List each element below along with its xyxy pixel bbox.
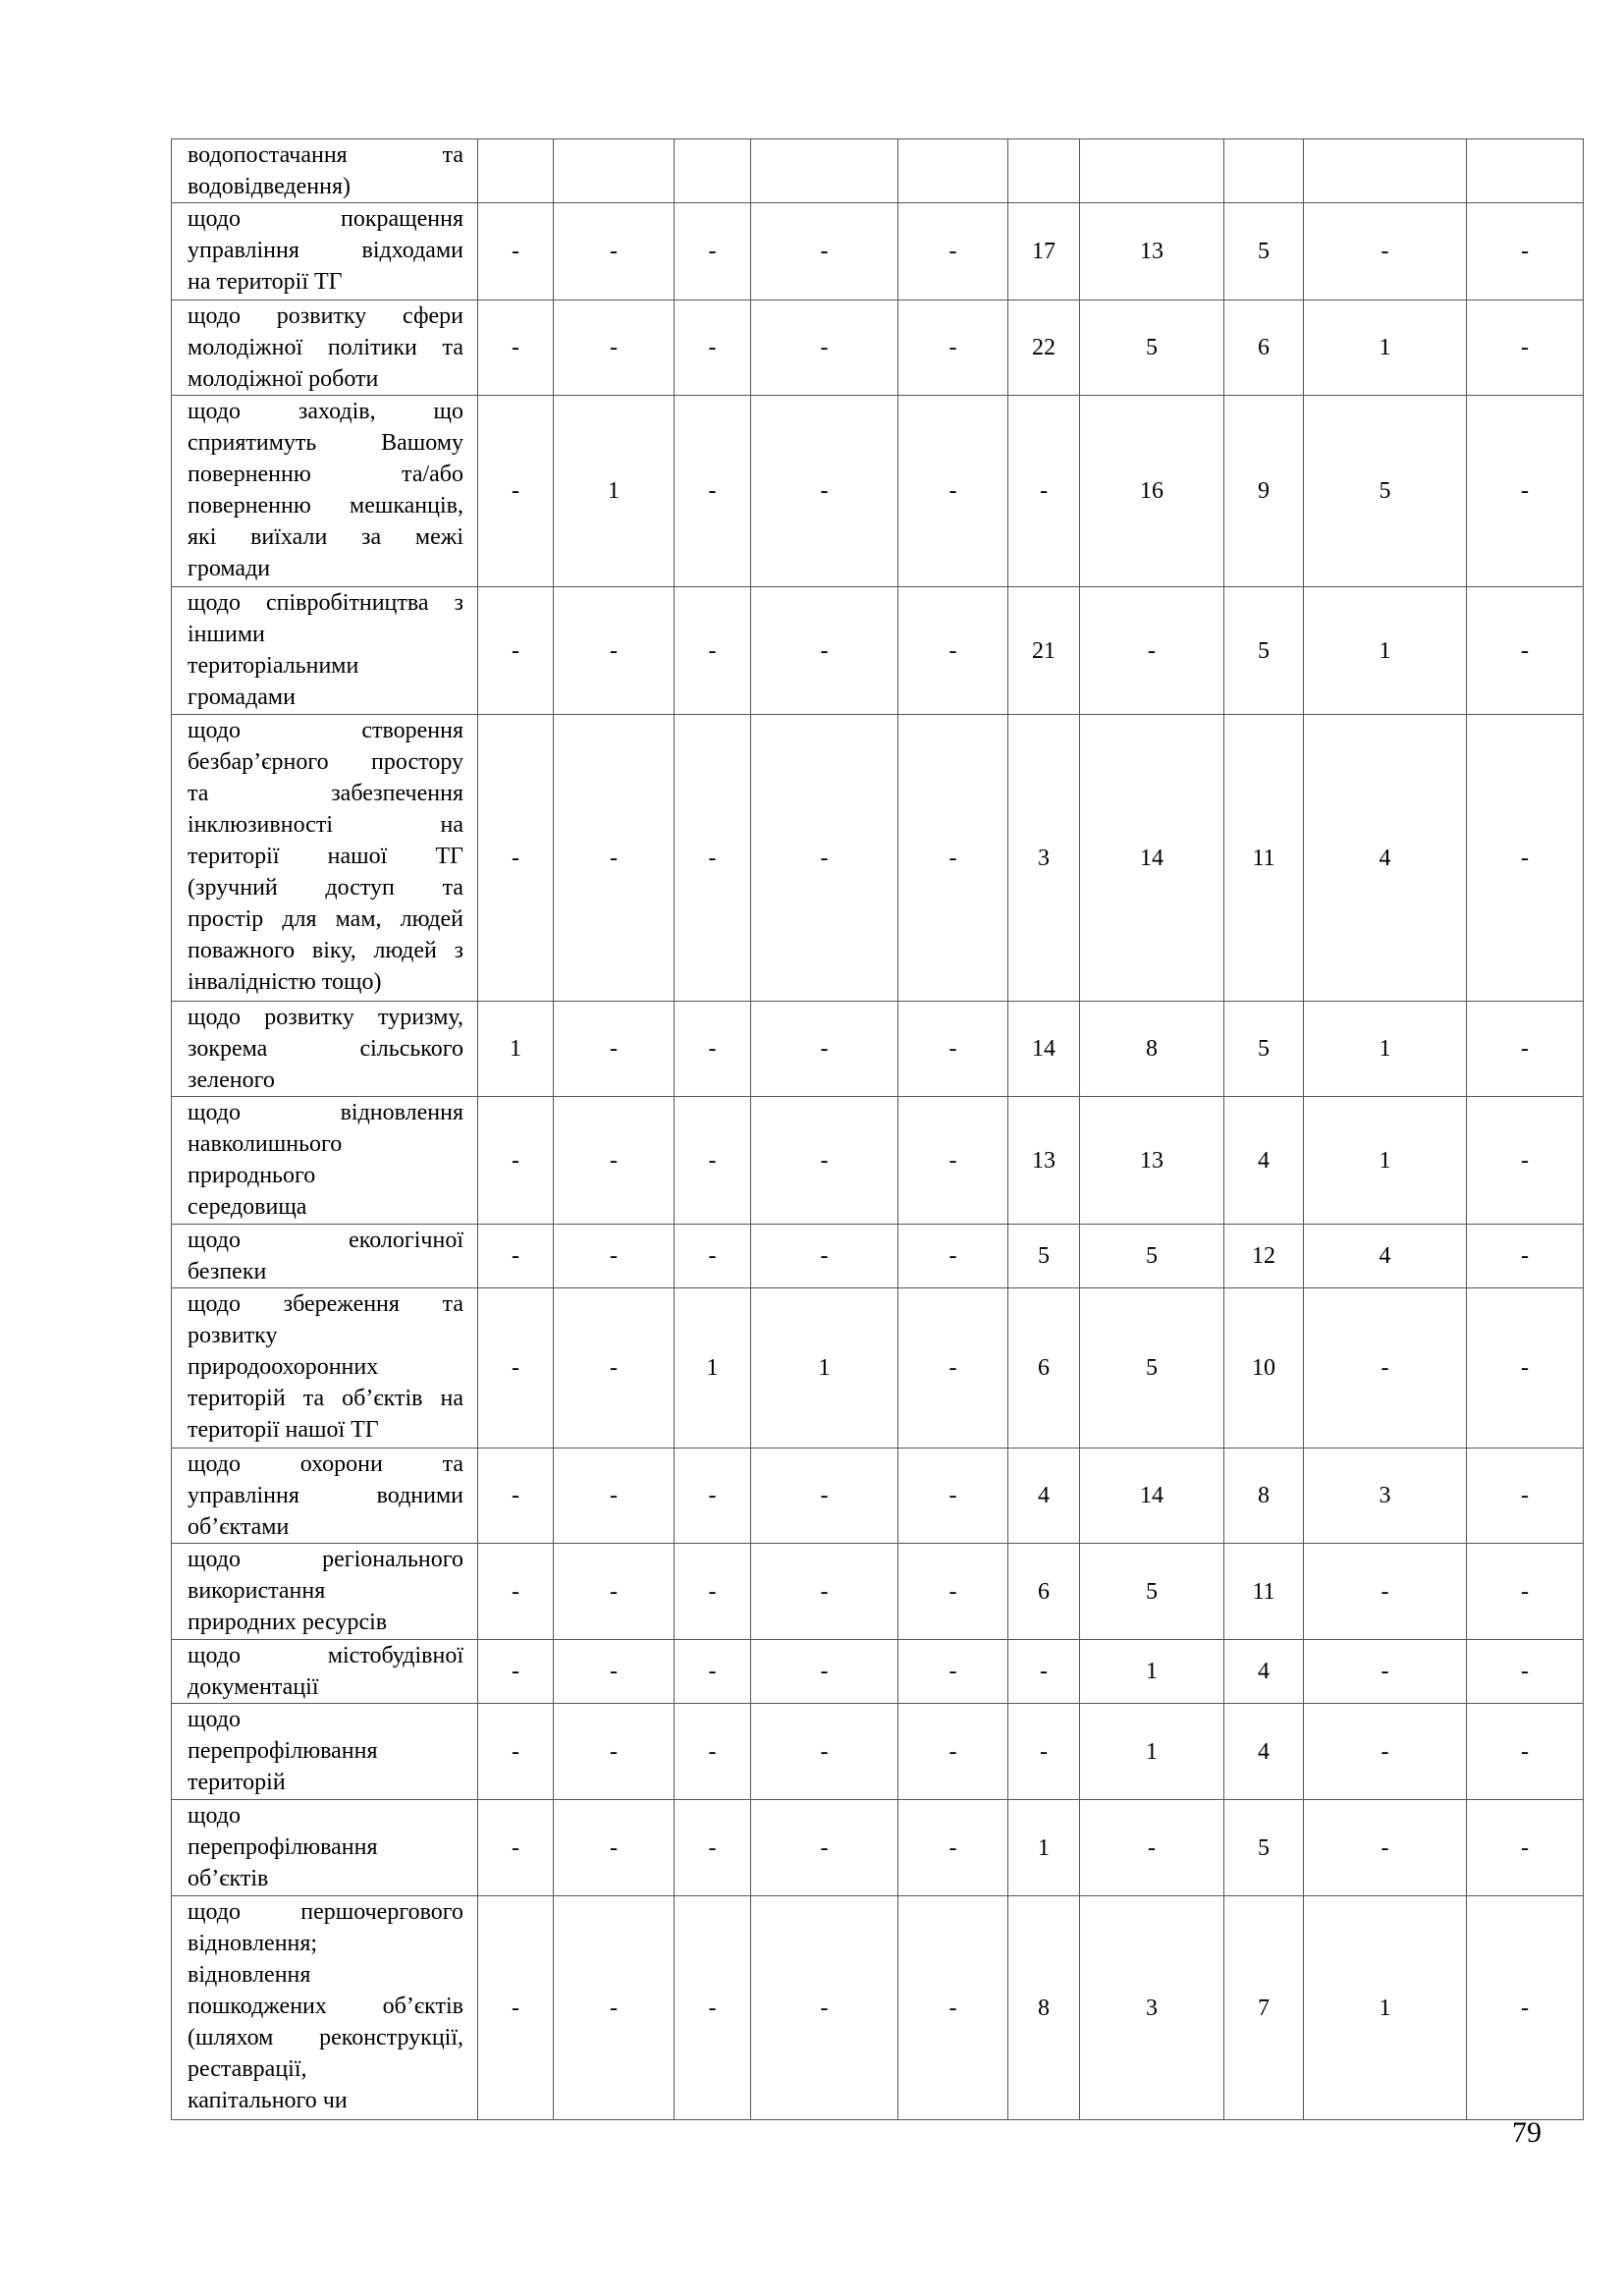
- table-cell: 4: [1008, 1449, 1080, 1544]
- table-cell: 12: [1224, 1225, 1304, 1288]
- row-label-line: території нашої ТГ: [188, 844, 463, 869]
- table-cell: 5: [1224, 1002, 1304, 1097]
- table-cell: -: [751, 1002, 898, 1097]
- row-label-line: територіальними: [188, 653, 359, 679]
- row-label-line: щодо співробітництва з: [188, 590, 463, 616]
- table-cell: -: [898, 203, 1008, 301]
- table-cell: 13: [1080, 1097, 1224, 1225]
- table-cell: -: [898, 1097, 1008, 1225]
- row-label: [172, 1449, 478, 1544]
- row-label-line: щодо першочергового: [188, 1899, 463, 1925]
- table-cell: 5: [1080, 1225, 1224, 1288]
- table-cell: -: [1467, 1002, 1584, 1097]
- row-label: [172, 1097, 478, 1225]
- table-cell: -: [478, 715, 554, 1002]
- row-label: [172, 1544, 478, 1640]
- table-cell: -: [675, 1225, 751, 1288]
- row-label-line: розвитку: [188, 1323, 278, 1348]
- table-cell: -: [675, 301, 751, 396]
- table-cell: -: [1008, 396, 1080, 587]
- table-cell: -: [675, 587, 751, 715]
- table-cell: -: [675, 396, 751, 587]
- row-label-line: на території ТГ: [188, 269, 343, 295]
- table-cell: -: [751, 1800, 898, 1896]
- table-cell: 11: [1224, 715, 1304, 1002]
- row-label-line: території нашої ТГ: [188, 1417, 379, 1443]
- table-cell: -: [898, 1449, 1008, 1544]
- table-cell: -: [478, 396, 554, 587]
- table-cell: -: [554, 1288, 675, 1449]
- table-cell: -: [751, 396, 898, 587]
- row-label-line: іншими: [188, 622, 265, 647]
- row-label: [172, 396, 478, 587]
- table-cell: -: [554, 1002, 675, 1097]
- table-cell: -: [1467, 396, 1584, 587]
- table-cell: -: [898, 1544, 1008, 1640]
- table-cell: -: [1467, 715, 1584, 1002]
- row-label-line: реставрації,: [188, 2056, 307, 2082]
- row-label-line: щодо: [188, 1803, 241, 1829]
- table-row: [172, 1800, 1584, 1896]
- table-cell: -: [1467, 587, 1584, 715]
- table-cell: 1: [751, 1288, 898, 1449]
- table-cell: -: [554, 1097, 675, 1225]
- table-cell: 1: [1304, 587, 1467, 715]
- table-cell: -: [554, 1544, 675, 1640]
- row-label-line: щодо розвитку сфери: [188, 303, 463, 329]
- table-cell: -: [751, 1640, 898, 1704]
- table-cell: [1080, 139, 1224, 203]
- table-cell: 21: [1008, 587, 1080, 715]
- row-label-line: молодіжної політики та: [188, 335, 463, 360]
- table-cell: 22: [1008, 301, 1080, 396]
- table-cell: -: [478, 203, 554, 301]
- row-label-line: громадами: [188, 684, 296, 710]
- table-row: [172, 1225, 1584, 1288]
- table-cell: -: [675, 203, 751, 301]
- row-label-line: (зручний доступ та: [188, 875, 463, 901]
- table-cell: -: [1080, 587, 1224, 715]
- row-label-line: щодо розвитку туризму,: [188, 1005, 463, 1030]
- row-label-line: щодо відновлення: [188, 1100, 463, 1125]
- table-cell: 7: [1224, 1896, 1304, 2120]
- row-label-line: щодо покращення: [188, 206, 463, 232]
- table-cell: -: [751, 1449, 898, 1544]
- table-row: [172, 1640, 1584, 1704]
- table-cell: 5: [1224, 587, 1304, 715]
- table-cell: -: [898, 1704, 1008, 1800]
- row-label: [172, 587, 478, 715]
- table-cell: -: [1467, 1449, 1584, 1544]
- table-cell: -: [751, 1097, 898, 1225]
- table-cell: -: [478, 1225, 554, 1288]
- table-cell: -: [898, 1800, 1008, 1896]
- row-label-line: природнього: [188, 1163, 316, 1188]
- row-label: [172, 1225, 478, 1288]
- row-label-line: територій та об’єктів на: [188, 1386, 463, 1411]
- table-cell: 1: [478, 1002, 554, 1097]
- table-cell: -: [1467, 1544, 1584, 1640]
- row-label-line: безбар’єрного простору: [188, 749, 463, 775]
- table-row: [172, 1002, 1584, 1097]
- row-label: [172, 301, 478, 396]
- table-row: [172, 1704, 1584, 1800]
- table-cell: -: [751, 1704, 898, 1800]
- row-label-line: документації: [188, 1674, 319, 1700]
- table-cell: 1: [1080, 1704, 1224, 1800]
- table-cell: -: [898, 1002, 1008, 1097]
- table-cell: 3: [1008, 715, 1080, 1002]
- row-label-line: щодо створення: [188, 718, 463, 743]
- table-cell: -: [554, 587, 675, 715]
- table-cell: [675, 139, 751, 203]
- row-label: [172, 139, 478, 203]
- table-cell: -: [751, 1544, 898, 1640]
- table-cell: -: [1304, 1544, 1467, 1640]
- table-cell: 4: [1224, 1097, 1304, 1225]
- table-cell: -: [478, 1097, 554, 1225]
- table-cell: [751, 139, 898, 203]
- table-cell: 3: [1080, 1896, 1224, 2120]
- table-cell: 17: [1008, 203, 1080, 301]
- row-label-line: відновлення: [188, 1962, 311, 1988]
- table-cell: 1: [675, 1288, 751, 1449]
- table-cell: -: [751, 203, 898, 301]
- table-cell: -: [675, 1544, 751, 1640]
- row-label-line: пошкоджених об’єктів: [188, 1994, 463, 2019]
- table-cell: 1: [1008, 1800, 1080, 1896]
- table-cell: 14: [1080, 715, 1224, 1002]
- row-label-line: громади: [188, 556, 271, 581]
- table-cell: -: [675, 715, 751, 1002]
- row-label: [172, 1288, 478, 1449]
- table-cell: 6: [1224, 301, 1304, 396]
- table-cell: 16: [1080, 396, 1224, 587]
- table-cell: -: [478, 301, 554, 396]
- table-cell: 1: [1304, 1097, 1467, 1225]
- table-cell: [1304, 139, 1467, 203]
- table-cell: -: [478, 1640, 554, 1704]
- row-label-line: зокрема сільського: [188, 1036, 463, 1062]
- row-label-line: сприятимуть Вашому: [188, 430, 463, 456]
- table-cell: -: [1304, 1288, 1467, 1449]
- table-cell: -: [1304, 203, 1467, 301]
- table-cell: -: [554, 1704, 675, 1800]
- row-label-line: перепрофілювання: [188, 1834, 378, 1860]
- table-cell: -: [898, 587, 1008, 715]
- table-cell: 14: [1080, 1449, 1224, 1544]
- table-cell: -: [1467, 1800, 1584, 1896]
- row-label-line: відновлення;: [188, 1931, 318, 1956]
- table-cell: -: [1467, 301, 1584, 396]
- row-label-line: територій: [188, 1770, 286, 1795]
- table-cell: -: [1008, 1640, 1080, 1704]
- table-row: [172, 1896, 1584, 2120]
- table-cell: -: [478, 1800, 554, 1896]
- page-number: 79: [1512, 2116, 1542, 2149]
- table-cell: -: [898, 1225, 1008, 1288]
- table-cell: -: [1080, 1800, 1224, 1896]
- table-cell: 1: [1304, 301, 1467, 396]
- table-cell: 4: [1224, 1704, 1304, 1800]
- table-cell: -: [898, 301, 1008, 396]
- table-cell: 10: [1224, 1288, 1304, 1449]
- table-cell: 4: [1224, 1640, 1304, 1704]
- table-cell: 5: [1224, 203, 1304, 301]
- table-cell: -: [675, 1800, 751, 1896]
- row-label-line: об’єктів: [188, 1866, 269, 1891]
- table-cell: -: [554, 1225, 675, 1288]
- table-cell: 8: [1224, 1449, 1304, 1544]
- table-cell: 13: [1080, 203, 1224, 301]
- table-cell: -: [675, 1704, 751, 1800]
- table-cell: -: [478, 1449, 554, 1544]
- table-cell: -: [1467, 1640, 1584, 1704]
- row-label-line: водовідведення): [188, 174, 352, 199]
- row-label-line: щодо екологічної: [188, 1228, 463, 1253]
- table-cell: 5: [1080, 1288, 1224, 1449]
- table-cell: -: [751, 301, 898, 396]
- row-label: [172, 715, 478, 1002]
- row-label-line: природоохоронних: [188, 1354, 379, 1380]
- table-cell: 5: [1224, 1800, 1304, 1896]
- table-cell: 8: [1080, 1002, 1224, 1097]
- table-cell: -: [478, 1896, 554, 2120]
- table-cell: -: [675, 1896, 751, 2120]
- row-label-line: (шляхом реконструкції,: [188, 2025, 463, 2050]
- table-cell: -: [1304, 1640, 1467, 1704]
- table-cell: 11: [1224, 1544, 1304, 1640]
- row-label-line: середовища: [188, 1194, 307, 1220]
- row-label-line: безпеки: [188, 1259, 267, 1285]
- table-row: [172, 715, 1584, 1002]
- row-label-line: поверненню мешканців,: [188, 493, 463, 519]
- table-cell: -: [1467, 1097, 1584, 1225]
- row-label-line: щодо охорони та: [188, 1451, 463, 1477]
- table-cell: 1: [1080, 1640, 1224, 1704]
- table-row: [172, 1544, 1584, 1640]
- table-row: [172, 1449, 1584, 1544]
- row-label-line: капітального чи: [188, 2088, 348, 2113]
- row-label-line: які виїхали за межі: [188, 524, 463, 550]
- row-label: [172, 1640, 478, 1704]
- table-cell: 3: [1304, 1449, 1467, 1544]
- table-cell: -: [478, 1288, 554, 1449]
- table-cell: [898, 139, 1008, 203]
- table-cell: -: [554, 203, 675, 301]
- table-cell: -: [898, 396, 1008, 587]
- table-cell: 5: [1080, 1544, 1224, 1640]
- row-label-line: управління відходами: [188, 238, 463, 263]
- table-row: [172, 396, 1584, 587]
- table-cell: -: [478, 1704, 554, 1800]
- row-label-line: навколишнього: [188, 1131, 343, 1157]
- table-cell: -: [1008, 1704, 1080, 1800]
- row-label: [172, 1002, 478, 1097]
- table-cell: -: [675, 1097, 751, 1225]
- table-cell: -: [1467, 1225, 1584, 1288]
- table-row: [172, 301, 1584, 396]
- table-cell: -: [554, 301, 675, 396]
- table-body: [172, 139, 1584, 2120]
- table-row: [172, 587, 1584, 715]
- table-cell: -: [1467, 203, 1584, 301]
- row-label-line: щодо заходів, що: [188, 399, 463, 424]
- row-label-line: щодо: [188, 1707, 241, 1732]
- table-cell: -: [554, 1449, 675, 1544]
- table-cell: -: [675, 1640, 751, 1704]
- row-label-line: інклюзивності на: [188, 812, 463, 838]
- table-cell: 13: [1008, 1097, 1080, 1225]
- table-cell: -: [1467, 1704, 1584, 1800]
- table-cell: 5: [1080, 301, 1224, 396]
- table-cell: -: [1467, 1896, 1584, 2120]
- table-cell: -: [554, 715, 675, 1002]
- row-label-line: поверненню та/або: [188, 462, 463, 487]
- table-cell: 4: [1304, 1225, 1467, 1288]
- row-label-line: управління водними: [188, 1483, 463, 1508]
- table-cell: -: [898, 1288, 1008, 1449]
- table-cell: -: [478, 1544, 554, 1640]
- table-cell: 4: [1304, 715, 1467, 1002]
- row-label-line: водопостачання та: [188, 142, 463, 168]
- row-label-line: інвалідністю тощо): [188, 969, 382, 995]
- row-label-line: щодо регіонального: [188, 1547, 463, 1572]
- table-cell: [478, 139, 554, 203]
- table-cell: -: [898, 715, 1008, 1002]
- table-cell: -: [751, 715, 898, 1002]
- row-label-line: зеленого: [188, 1067, 275, 1093]
- table-cell: [1008, 139, 1080, 203]
- row-label-line: щодо збереження та: [188, 1291, 463, 1317]
- row-label-line: поважного віку, людей з: [188, 938, 463, 963]
- row-label: [172, 1800, 478, 1896]
- table-cell: 6: [1008, 1544, 1080, 1640]
- table-cell: 6: [1008, 1288, 1080, 1449]
- table-cell: -: [751, 1896, 898, 2120]
- table-cell: [1467, 139, 1584, 203]
- table-cell: 1: [554, 396, 675, 587]
- table-cell: -: [1304, 1800, 1467, 1896]
- table-cell: -: [478, 587, 554, 715]
- row-label: [172, 1896, 478, 2120]
- table-cell: -: [675, 1002, 751, 1097]
- table-cell: -: [554, 1640, 675, 1704]
- table-cell: -: [898, 1640, 1008, 1704]
- table-row: [172, 1288, 1584, 1449]
- table-cell: 5: [1008, 1225, 1080, 1288]
- row-label-line: об’єктами: [188, 1514, 290, 1540]
- table-cell: 1: [1304, 1002, 1467, 1097]
- table-cell: 9: [1224, 396, 1304, 587]
- table-cell: [1224, 139, 1304, 203]
- table-cell: -: [751, 587, 898, 715]
- table-row: [172, 1097, 1584, 1225]
- table-cell: 14: [1008, 1002, 1080, 1097]
- row-label-line: використання: [188, 1578, 326, 1604]
- table-cell: -: [751, 1225, 898, 1288]
- table-cell: [554, 139, 675, 203]
- table-cell: -: [554, 1896, 675, 2120]
- row-label-line: перепрофілювання: [188, 1738, 378, 1764]
- survey-results-table: [171, 138, 1584, 2120]
- table-cell: -: [1304, 1704, 1467, 1800]
- table-cell: 8: [1008, 1896, 1080, 2120]
- table-row: [172, 203, 1584, 301]
- table-cell: 1: [1304, 1896, 1467, 2120]
- row-label-line: простір для мам, людей: [188, 906, 463, 932]
- table-cell: -: [1467, 1288, 1584, 1449]
- table-cell: -: [898, 1896, 1008, 2120]
- table-cell: -: [675, 1449, 751, 1544]
- row-label: [172, 203, 478, 301]
- table-row: [172, 139, 1584, 203]
- table-cell: -: [554, 1800, 675, 1896]
- row-label-line: та забезпечення: [188, 781, 463, 806]
- table-cell: 5: [1304, 396, 1467, 587]
- row-label-line: молодіжної роботи: [188, 366, 379, 392]
- row-label: [172, 1704, 478, 1800]
- row-label-line: природних ресурсів: [188, 1610, 388, 1635]
- row-label-line: щодо містобудівної: [188, 1643, 463, 1668]
